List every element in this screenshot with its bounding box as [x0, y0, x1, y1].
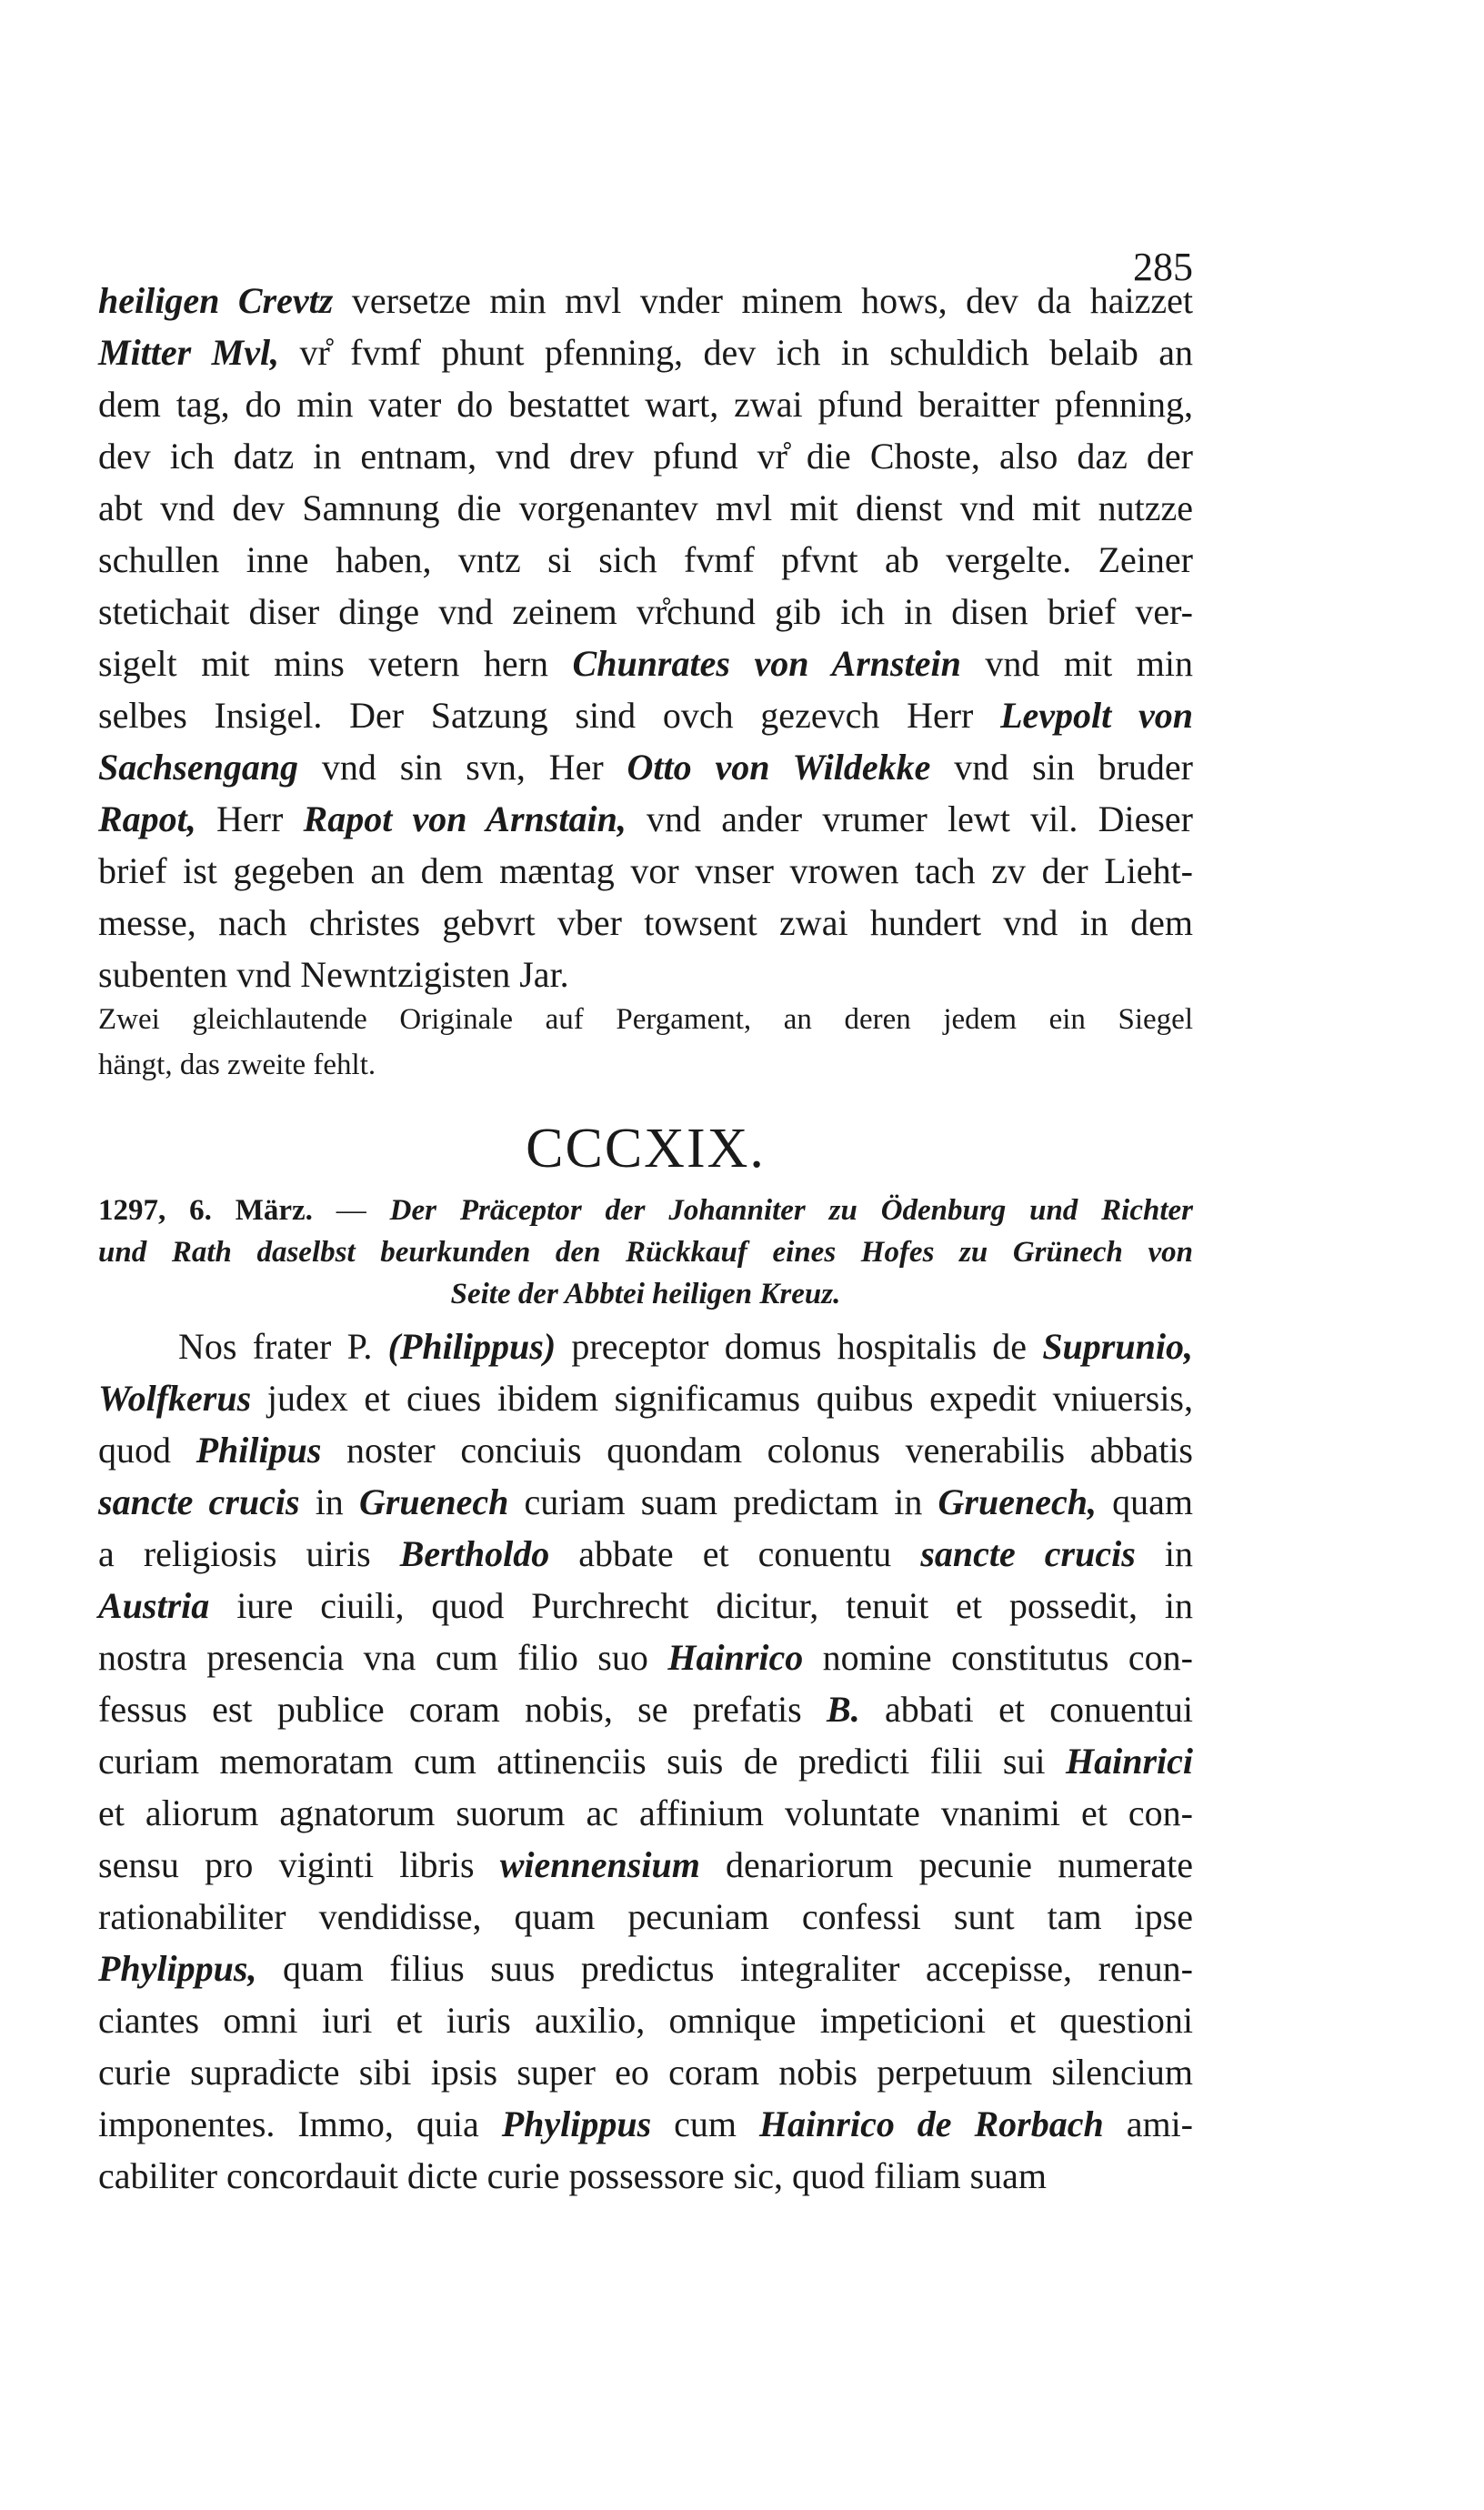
italic-name: Austria — [98, 1585, 210, 1626]
text-run: vnd sin svn, Her — [298, 747, 627, 788]
italic-name: Hainrico de Rorbach — [758, 2103, 1104, 2144]
text-line — [98, 1735, 1193, 1787]
text-run: schullen inne haben, vntz si sich fvmf pfvnt ab vergelte. Zeiner — [98, 539, 1193, 580]
text-run: versetze min mvl vnder minem hows, dev da haizzet — [333, 280, 1193, 321]
page-number: 285 — [1133, 245, 1193, 289]
text-run: Herr — [196, 798, 304, 839]
text-run: in — [1135, 1533, 1193, 1574]
text-line — [98, 586, 1193, 638]
text-run: cum — [651, 2103, 759, 2144]
text-run: sigelt mit mins vetern hern — [98, 643, 573, 684]
regest-dash: — — [312, 1194, 390, 1227]
text-run: quod — [98, 1430, 196, 1471]
italic-name: Phylippus, — [98, 1948, 257, 1989]
text-run: ami- — [1103, 2103, 1193, 2144]
italic-name: wiennensium — [499, 1844, 700, 1885]
text-run: vr̊ fvmf phunt pfenning, dev ich in schuldich belaib an — [279, 332, 1193, 373]
archival-note — [98, 997, 1193, 1088]
text-line — [98, 1891, 1193, 1943]
italic-name: Sachsengang — [98, 747, 299, 788]
text-line — [98, 430, 1193, 482]
text-run: brief ist gegeben an dem mæntag vor vnser vrowen tach zv der Lieht- — [98, 850, 1193, 891]
text-run: subenten vnd Newntzigisten Jar. — [98, 954, 569, 995]
latin-charter-text — [98, 1320, 1193, 2202]
text-line — [98, 2046, 1193, 2098]
italic-name: Mitter Mvl, — [98, 332, 280, 373]
text-run: ciantes omni iuri et iuris auxilio, omnique impeticioni et questioni — [98, 2000, 1193, 2041]
text-line — [98, 741, 1193, 793]
document-number-heading: CCCXIX. — [526, 1118, 766, 1180]
text-run: curiam suam predictam in — [508, 1481, 938, 1522]
text-run: nostra presencia vna cum filio suo — [98, 1637, 668, 1678]
text-line — [98, 1580, 1193, 1632]
text-run: et aliorum agnatorum suorum ac affinium voluntate vnanimi et con- — [98, 1792, 1193, 1833]
text-run: quam filius suus predictus integraliter accepisse, renun- — [256, 1948, 1193, 1989]
italic-name: Rapot, — [98, 798, 196, 839]
italic-name: Gruenech — [358, 1481, 509, 1522]
text-line — [98, 1683, 1193, 1735]
text-line — [98, 689, 1193, 741]
italic-name: B. — [827, 1689, 860, 1730]
text-line — [98, 845, 1193, 897]
text-run: quam — [1097, 1481, 1193, 1522]
text-line — [98, 2098, 1193, 2150]
text-run: nomine constitutus con- — [803, 1637, 1193, 1678]
italic-name: Philipus — [196, 1430, 322, 1471]
italic-name: Rapot von Arnstain, — [303, 798, 627, 839]
text-line — [98, 793, 1193, 845]
text-run: denariorum pecunie numerate — [699, 1844, 1194, 1885]
italic-name: Hainrico — [667, 1637, 804, 1678]
text-line — [98, 949, 1193, 1000]
italic-name: Otto von Wildekke — [627, 747, 931, 788]
text-line — [98, 482, 1193, 534]
italic-name: Hainrici — [1065, 1741, 1193, 1782]
text-line — [98, 1787, 1193, 1839]
italic-name: Suprunio, — [1042, 1326, 1193, 1367]
italic-name: (Philippus) — [387, 1326, 556, 1367]
italic-name: Phylippus — [501, 2103, 652, 2144]
regest-text: Der Präceptor der Johanniter zu Ödenburg und Richter — [389, 1194, 1194, 1227]
text-run: fessus est publice coram nobis, se prefatis — [98, 1689, 827, 1730]
text-run: Nos frater P. — [178, 1326, 388, 1367]
text-run: sensu pro viginti libris — [98, 1844, 500, 1885]
italic-name: Bertholdo — [399, 1533, 550, 1574]
regest-line: Seite der Abbtei heiligen Kreuz. — [450, 1278, 841, 1310]
regest-line: und Rath daselbst beurkunden den Rückkauf eines Hofes zu Grünech von — [98, 1236, 1193, 1269]
text-run: vnd mit min — [960, 643, 1193, 684]
italic-name: heiligen Crevtz — [98, 280, 334, 321]
text-line — [98, 1320, 1193, 1372]
regest-date: 1297, 6. März. — [98, 1194, 313, 1227]
italic-name: Chunrates von Arnstein — [572, 643, 961, 684]
italic-name: Gruenech, — [938, 1481, 1097, 1522]
text-line — [98, 638, 1193, 689]
text-line — [98, 1476, 1193, 1528]
text-line — [98, 534, 1193, 586]
text-run: imponentes. Immo, quia — [98, 2103, 502, 2144]
text-line — [98, 326, 1193, 378]
text-run: iure ciuili, quod Purchrecht dicitur, tenuit et possedit, in — [209, 1585, 1193, 1626]
text-run: a religiosis uiris — [98, 1533, 400, 1574]
text-run: rationabiliter vendidisse, quam pecuniam confessi sunt tam ipse — [98, 1896, 1193, 1937]
text-line — [98, 1839, 1193, 1891]
text-line — [98, 275, 1193, 326]
note-line: Zwei gleichlautende Originale auf Pergament, an deren jedem ein Siegel — [98, 1003, 1193, 1036]
text-run: dem tag, do min vater do bestattet wart, zwai pfund beraitter pfenning, — [98, 384, 1193, 425]
text-run: in — [299, 1481, 359, 1522]
regest-line — [98, 1190, 1193, 1231]
text-line — [98, 378, 1193, 430]
text-run: judex et ciues ibidem significamus quibus expedit vniuersis, — [251, 1378, 1193, 1419]
italic-name: sancte crucis — [920, 1533, 1136, 1574]
text-run: abbati et conuentui — [859, 1689, 1193, 1730]
text-run: abbate et conuentu — [549, 1533, 921, 1574]
text-run: noster conciuis quondam colonus venerabilis abbatis — [321, 1430, 1193, 1471]
text-line — [98, 1528, 1193, 1580]
text-run: vnd ander vrumer lewt vil. Dieser — [626, 798, 1194, 839]
text-run: messe, nach christes gebvrt vber towsent zwai hundert vnd in dem — [98, 902, 1193, 943]
text-line — [98, 1424, 1193, 1476]
regest — [98, 1190, 1193, 1315]
text-run: dev ich datz in entnam, vnd drev pfund vr̊ die Choste, also daz der — [98, 436, 1193, 477]
text-run: preceptor domus hospitalis de — [556, 1326, 1043, 1367]
text-line — [98, 1994, 1193, 2046]
text-run: cabiliter concordauit dicte curie possessore sic, quod filiam suam — [98, 2155, 1048, 2196]
text-run: curie supradicte sibi ipsis super eo coram nobis perpetuum silencium — [98, 2052, 1193, 2093]
italic-name: sancte crucis — [98, 1481, 300, 1522]
italic-name: Wolfkerus — [98, 1378, 252, 1419]
charter-text — [98, 275, 1193, 1000]
text-line — [98, 897, 1193, 949]
text-line — [98, 1943, 1193, 1994]
text-line — [98, 1632, 1193, 1683]
text-line — [98, 1372, 1193, 1424]
italic-name: Levpolt von — [1000, 695, 1193, 736]
text-line — [98, 2150, 1193, 2202]
text-run: abt vnd dev Samnung die vorgenantev mvl mit dienst vnd mit nutzze — [98, 487, 1193, 528]
note-line: hängt, das zweite fehlt. — [98, 1049, 376, 1081]
text-run: curiam memoratam cum attinenciis suis de predicti filii sui — [98, 1741, 1066, 1782]
text-run: selbes Insigel. Der Satzung sind ovch gezevch Herr — [98, 695, 1001, 736]
text-run: stetichait diser dinge vnd zeinem vr̊chund gib ich in disen brief ver- — [98, 591, 1193, 632]
text-run: vnd sin bruder — [930, 747, 1193, 788]
